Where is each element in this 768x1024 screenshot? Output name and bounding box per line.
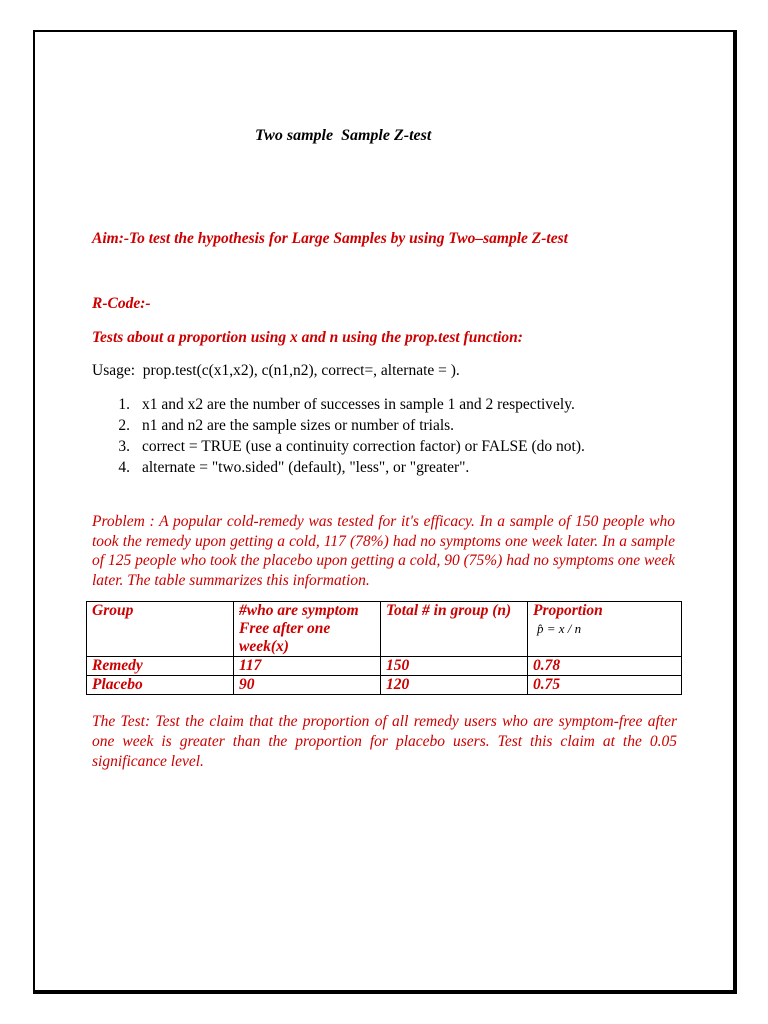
- cell-x: 90: [234, 676, 381, 695]
- cell-x: 117: [234, 657, 381, 676]
- list-number: 4.: [118, 459, 130, 476]
- problem-statement: Problem : A popular cold-remedy was tested for it's efficacy. In a sample of 150 people who took the remedy upon getting a cold, 117 (78%) had no symptoms one week later. In a sample of 125 people who took the placebo upon getting a cold, 90 (75%) had no symptoms one week later. The table summarizes this information.: [92, 513, 675, 589]
- header-group: Group: [87, 602, 234, 657]
- list-number: 1.: [118, 396, 130, 413]
- cell-n: 120: [381, 676, 528, 695]
- aim-statement: Aim:-To test the hypothesis for Large Samples by using Two–sample Z-test: [92, 230, 568, 247]
- list-item: [92, 415, 585, 436]
- table-header-row: [87, 602, 682, 657]
- list-item: [92, 457, 585, 478]
- table-row: [87, 657, 682, 676]
- list-text: correct = TRUE (use a continuity correction factor) or FALSE (do not).: [142, 438, 585, 455]
- summary-table: [86, 601, 682, 695]
- list-text: alternate = "two.sided" (default), "less", or "greater".: [142, 459, 470, 476]
- list-number: 3.: [118, 438, 130, 455]
- argument-list: [92, 394, 585, 478]
- usage-line: Usage: prop.test(c(x1,x2), c(n1,n2), correct=, alternate = ).: [92, 362, 460, 379]
- cell-group: Placebo: [87, 676, 234, 695]
- test-statement: The Test: Test the claim that the proportion of all remedy users who are symptom-free after one week is greater than the proportion for placebo users. Test this claim at the 0.05 significance level.: [92, 713, 677, 770]
- cell-n: 150: [381, 657, 528, 676]
- cell-proportion: 0.78: [528, 657, 682, 676]
- header-total: Total # in group (n): [381, 602, 528, 657]
- cell-proportion: 0.75: [528, 676, 682, 695]
- document-title: Two sample Sample Z-test: [255, 127, 432, 144]
- table-row: [87, 676, 682, 695]
- proportion-formula: p̂ = x / n: [537, 621, 582, 636]
- header-symptom-free: #who are symptom Free after one week(x): [234, 602, 381, 657]
- list-item: [92, 394, 585, 415]
- rcode-heading: R-Code:-: [92, 295, 151, 312]
- header-proportion-cell: [528, 602, 682, 657]
- tests-heading: Tests about a proportion using x and n using the prop.test function:: [92, 329, 523, 346]
- header-proportion: Proportion: [533, 602, 603, 619]
- list-item: [92, 436, 585, 457]
- list-text: x1 and x2 are the number of successes in sample 1 and 2 respectively.: [142, 396, 575, 413]
- list-number: 2.: [118, 417, 130, 434]
- cell-group: Remedy: [87, 657, 234, 676]
- list-text: n1 and n2 are the sample sizes or number of trials.: [142, 417, 455, 434]
